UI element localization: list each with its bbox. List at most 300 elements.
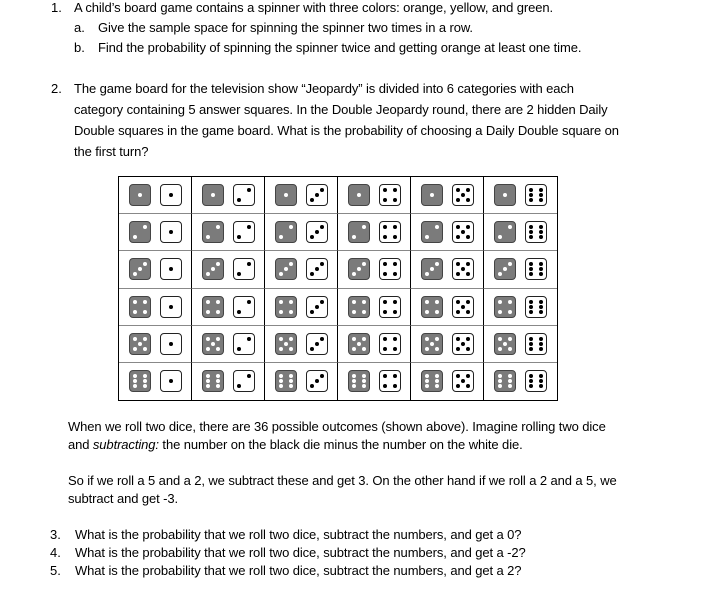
pip-icon <box>133 235 137 239</box>
white-die-6-icon <box>525 184 547 206</box>
pip-icon <box>279 347 283 351</box>
pip-icon <box>383 225 387 229</box>
pip-icon <box>169 305 173 309</box>
pip-icon <box>539 384 543 388</box>
pip-icon <box>529 300 533 304</box>
dice-outcome-cell <box>192 289 265 326</box>
pip-icon <box>425 384 429 388</box>
dice-outcome-cell <box>119 326 192 363</box>
white-die-6-icon <box>525 333 547 355</box>
paragraph2-line2: subtract and get -3. <box>68 491 179 506</box>
pip-icon <box>461 267 465 271</box>
pip-icon <box>143 262 147 266</box>
pip-icon <box>320 262 324 266</box>
white-die-5-icon <box>452 370 474 392</box>
pip-icon <box>289 225 293 229</box>
pip-icon <box>138 267 142 271</box>
pip-icon <box>352 374 356 378</box>
dice-outcome-cell <box>411 251 484 288</box>
pip-icon <box>529 188 533 192</box>
pip-icon <box>456 300 460 304</box>
pip-icon <box>362 337 366 341</box>
dice-outcome-cell <box>484 214 557 251</box>
white-die-2-icon <box>233 184 255 206</box>
dice-outcome-cell <box>265 177 338 214</box>
pip-icon <box>237 310 241 314</box>
pip-icon <box>362 374 366 378</box>
pip-icon <box>430 267 434 271</box>
pip-icon <box>206 379 210 383</box>
pip-icon <box>461 305 465 309</box>
pip-icon <box>247 262 251 266</box>
white-die-2-icon <box>233 296 255 318</box>
pip-icon <box>315 379 319 383</box>
pip-icon <box>435 310 439 314</box>
pip-icon <box>466 310 470 314</box>
pip-icon <box>508 374 512 378</box>
subtracting-emphasis: subtracting: <box>92 437 159 452</box>
q2-line: the first turn? <box>74 144 149 159</box>
white-die-1-icon <box>160 221 182 243</box>
black-die-6-icon <box>129 370 151 392</box>
pip-icon <box>169 342 173 346</box>
dice-outcome-cell <box>338 251 411 288</box>
pip-icon <box>310 235 314 239</box>
pip-icon <box>498 379 502 383</box>
pip-icon <box>529 310 533 314</box>
pip-icon <box>498 384 502 388</box>
pip-icon <box>383 188 387 192</box>
dice-outcome-cell <box>265 326 338 363</box>
dice-outcome-cell <box>119 289 192 326</box>
pip-icon <box>498 272 502 276</box>
pip-icon <box>216 347 220 351</box>
pip-icon <box>529 193 533 197</box>
pip-icon <box>352 384 356 388</box>
pip-icon <box>456 374 460 378</box>
pip-icon <box>393 347 397 351</box>
dice-outcome-cell <box>411 289 484 326</box>
pip-icon <box>133 384 137 388</box>
white-die-6-icon <box>525 221 547 243</box>
pip-icon <box>529 198 533 202</box>
q1a-text: Give the sample space for spinning the spinner two times in a row. <box>98 20 473 35</box>
q2-line: category containing 5 answer squares. In the Double Jeopardy round, there are 2 hidden Daily <box>74 102 608 117</box>
pip-icon <box>529 384 533 388</box>
pip-icon <box>315 267 319 271</box>
dice-outcome-cell <box>484 289 557 326</box>
white-die-5-icon <box>452 258 474 280</box>
black-die-6-icon <box>494 370 516 392</box>
black-die-6-icon <box>275 370 297 392</box>
pip-icon <box>456 337 460 341</box>
pip-icon <box>143 379 147 383</box>
pip-icon <box>362 262 366 266</box>
pip-icon <box>529 379 533 383</box>
dice-outcome-cell <box>338 214 411 251</box>
dice-outcome-cell <box>265 214 338 251</box>
white-die-3-icon <box>306 221 328 243</box>
paragraph1-line1: When we roll two dice, there are 36 possible outcomes (shown above). Imagine rolling two dice <box>68 419 606 434</box>
pip-icon <box>237 347 241 351</box>
pip-icon <box>279 384 283 388</box>
pip-icon <box>539 188 543 192</box>
black-die-2-icon <box>421 221 443 243</box>
q1-number: 1. <box>51 0 62 15</box>
pip-icon <box>216 374 220 378</box>
pip-icon <box>133 347 137 351</box>
pip-icon <box>247 374 251 378</box>
white-die-1-icon <box>160 370 182 392</box>
pip-icon <box>383 300 387 304</box>
q3-number: 3. <box>50 527 61 542</box>
pip-icon <box>320 337 324 341</box>
dice-outcome-cell <box>192 214 265 251</box>
pip-icon <box>466 272 470 276</box>
dice-outcome-cell <box>119 177 192 214</box>
q4-text: What is the probability that we roll two dice, subtract the numbers, and get a -2? <box>75 545 526 560</box>
white-die-4-icon <box>379 221 401 243</box>
pip-icon <box>383 198 387 202</box>
pip-icon <box>206 300 210 304</box>
white-die-2-icon <box>233 221 255 243</box>
pip-icon <box>430 342 434 346</box>
pip-icon <box>352 379 356 383</box>
pip-icon <box>247 300 251 304</box>
pip-icon <box>456 272 460 276</box>
pip-icon <box>216 337 220 341</box>
white-die-3-icon <box>306 333 328 355</box>
black-die-1-icon <box>275 184 297 206</box>
pip-icon <box>425 272 429 276</box>
pip-icon <box>456 262 460 266</box>
pip-icon <box>320 188 324 192</box>
pip-icon <box>247 337 251 341</box>
q2-line: The game board for the television show “Jeopardy” is divided into 6 categories with each <box>74 81 574 96</box>
pip-icon <box>383 374 387 378</box>
pip-icon <box>169 230 173 234</box>
pip-icon <box>216 310 220 314</box>
black-die-5-icon <box>129 333 151 355</box>
pip-icon <box>216 225 220 229</box>
dice-outcome-cell <box>338 363 411 400</box>
black-die-2-icon <box>348 221 370 243</box>
q2-line: Double squares in the game board. What is the probability of choosing a Daily Double square on <box>74 123 619 138</box>
pip-icon <box>466 262 470 266</box>
pip-icon <box>279 337 283 341</box>
white-die-6-icon <box>525 370 547 392</box>
dice-outcome-cell <box>411 363 484 400</box>
pip-icon <box>456 198 460 202</box>
pip-icon <box>289 300 293 304</box>
pip-icon <box>435 347 439 351</box>
dice-outcome-cell <box>338 289 411 326</box>
pip-icon <box>539 300 543 304</box>
pip-icon <box>539 272 543 276</box>
black-die-1-icon <box>494 184 516 206</box>
dice-outcome-cell <box>265 251 338 288</box>
pip-icon <box>352 272 356 276</box>
pip-icon <box>143 374 147 378</box>
pip-icon <box>143 384 147 388</box>
pip-icon <box>362 300 366 304</box>
white-die-2-icon <box>233 333 255 355</box>
black-die-3-icon <box>275 258 297 280</box>
pip-icon <box>456 225 460 229</box>
pip-icon <box>529 347 533 351</box>
pip-icon <box>237 198 241 202</box>
pip-icon <box>310 384 314 388</box>
pip-icon <box>529 235 533 239</box>
pip-icon <box>206 347 210 351</box>
white-die-5-icon <box>452 296 474 318</box>
pip-icon <box>289 374 293 378</box>
pip-icon <box>237 235 241 239</box>
white-die-1-icon <box>160 333 182 355</box>
q4-number: 4. <box>50 545 61 560</box>
pip-icon <box>456 347 460 351</box>
black-die-2-icon <box>494 221 516 243</box>
dice-outcome-cell <box>484 251 557 288</box>
dice-outcome-cell <box>192 363 265 400</box>
white-die-4-icon <box>379 184 401 206</box>
pip-icon <box>320 225 324 229</box>
pip-icon <box>133 300 137 304</box>
pip-icon <box>143 300 147 304</box>
q5-number: 5. <box>50 563 61 578</box>
pip-icon <box>315 193 319 197</box>
pip-icon <box>143 310 147 314</box>
pip-icon <box>206 272 210 276</box>
black-die-4-icon <box>275 296 297 318</box>
pip-icon <box>393 198 397 202</box>
pip-icon <box>310 347 314 351</box>
pip-icon <box>435 384 439 388</box>
pip-icon <box>466 384 470 388</box>
pip-icon <box>216 379 220 383</box>
pip-icon <box>362 225 366 229</box>
pip-icon <box>383 310 387 314</box>
pip-icon <box>362 310 366 314</box>
white-die-1-icon <box>160 296 182 318</box>
pip-icon <box>211 193 215 197</box>
pip-icon <box>393 374 397 378</box>
paragraph1-line2-start: and <box>68 437 93 452</box>
black-die-4-icon <box>421 296 443 318</box>
pip-icon <box>143 337 147 341</box>
q3-text: What is the probability that we roll two dice, subtract the numbers, and get a 0? <box>75 527 522 542</box>
pip-icon <box>383 384 387 388</box>
pip-icon <box>539 379 543 383</box>
pip-icon <box>133 272 137 276</box>
white-die-5-icon <box>452 184 474 206</box>
pip-icon <box>279 374 283 378</box>
pip-icon <box>503 267 507 271</box>
dice-outcome-cell <box>265 289 338 326</box>
pip-icon <box>357 193 361 197</box>
black-die-3-icon <box>421 258 443 280</box>
pip-icon <box>279 300 283 304</box>
pip-icon <box>289 379 293 383</box>
pip-icon <box>357 342 361 346</box>
pip-icon <box>498 300 502 304</box>
pip-icon <box>383 347 387 351</box>
pip-icon <box>383 337 387 341</box>
pip-icon <box>320 300 324 304</box>
black-die-1-icon <box>348 184 370 206</box>
pip-icon <box>508 262 512 266</box>
q1b-text: Find the probability of spinning the spinner twice and getting orange at least one time. <box>98 40 582 55</box>
pip-icon <box>206 235 210 239</box>
pip-icon <box>206 374 210 378</box>
black-die-2-icon <box>129 221 151 243</box>
pip-icon <box>503 342 507 346</box>
dice-outcome-cell <box>265 363 338 400</box>
pip-icon <box>279 310 283 314</box>
pip-icon <box>539 310 543 314</box>
pip-icon <box>352 337 356 341</box>
black-die-5-icon <box>202 333 224 355</box>
pip-icon <box>425 235 429 239</box>
dice-outcome-cell <box>411 177 484 214</box>
pip-icon <box>133 337 137 341</box>
pip-icon <box>435 225 439 229</box>
pip-icon <box>352 235 356 239</box>
black-die-5-icon <box>275 333 297 355</box>
black-die-1-icon <box>202 184 224 206</box>
pip-icon <box>503 193 507 197</box>
pip-icon <box>529 337 533 341</box>
dice-outcome-cell <box>411 326 484 363</box>
pip-icon <box>133 379 137 383</box>
pip-icon <box>466 337 470 341</box>
pip-icon <box>206 337 210 341</box>
white-die-6-icon <box>525 296 547 318</box>
white-die-4-icon <box>379 333 401 355</box>
pip-icon <box>430 193 434 197</box>
black-die-6-icon <box>421 370 443 392</box>
pip-icon <box>529 342 533 346</box>
pip-icon <box>133 310 137 314</box>
white-die-3-icon <box>306 296 328 318</box>
black-die-4-icon <box>348 296 370 318</box>
pip-icon <box>539 267 543 271</box>
pip-icon <box>237 272 241 276</box>
pip-icon <box>466 347 470 351</box>
pip-icon <box>383 272 387 276</box>
pip-icon <box>425 347 429 351</box>
dice-outcome-cell <box>119 214 192 251</box>
black-die-4-icon <box>494 296 516 318</box>
pip-icon <box>289 337 293 341</box>
dice-outcome-cell <box>484 177 557 214</box>
pip-icon <box>425 310 429 314</box>
black-die-4-icon <box>129 296 151 318</box>
pip-icon <box>247 188 251 192</box>
pip-icon <box>206 310 210 314</box>
pip-icon <box>466 225 470 229</box>
pip-icon <box>425 379 429 383</box>
pip-icon <box>456 235 460 239</box>
black-die-3-icon <box>494 258 516 280</box>
dice-outcome-cell <box>484 363 557 400</box>
pip-icon <box>508 384 512 388</box>
pip-icon <box>315 305 319 309</box>
pip-icon <box>461 342 465 346</box>
pip-icon <box>435 262 439 266</box>
dice-outcome-cell <box>192 177 265 214</box>
pip-icon <box>539 347 543 351</box>
pip-icon <box>393 272 397 276</box>
pip-icon <box>310 310 314 314</box>
pip-icon <box>539 198 543 202</box>
white-die-3-icon <box>306 370 328 392</box>
pip-icon <box>425 300 429 304</box>
white-die-2-icon <box>233 370 255 392</box>
pip-icon <box>247 225 251 229</box>
pip-icon <box>529 374 533 378</box>
dice-outcome-cell <box>192 251 265 288</box>
pip-icon <box>383 235 387 239</box>
white-die-5-icon <box>452 221 474 243</box>
pip-icon <box>143 347 147 351</box>
black-die-1-icon <box>129 184 151 206</box>
pip-icon <box>508 310 512 314</box>
dice-outcome-cell <box>338 326 411 363</box>
pip-icon <box>320 374 324 378</box>
paragraph2-line1: So if we roll a 5 and a 2, we subtract these and get 3. On the other hand if we roll a 2 and a 5, we <box>68 473 617 488</box>
pip-icon <box>393 384 397 388</box>
pip-icon <box>529 262 533 266</box>
white-die-5-icon <box>452 333 474 355</box>
pip-icon <box>435 300 439 304</box>
pip-icon <box>357 267 361 271</box>
pip-icon <box>133 374 137 378</box>
pip-icon <box>393 300 397 304</box>
pip-icon <box>529 272 533 276</box>
black-die-3-icon <box>202 258 224 280</box>
pip-icon <box>508 379 512 383</box>
pip-icon <box>279 235 283 239</box>
pip-icon <box>508 225 512 229</box>
pip-icon <box>237 384 241 388</box>
q1-text: A child’s board game contains a spinner with three colors: orange, yellow, and green. <box>74 0 554 15</box>
black-die-5-icon <box>348 333 370 355</box>
pip-icon <box>362 384 366 388</box>
dice-outcomes-grid <box>118 176 558 401</box>
pip-icon <box>466 235 470 239</box>
black-die-1-icon <box>421 184 443 206</box>
white-die-4-icon <box>379 258 401 280</box>
pip-icon <box>539 337 543 341</box>
black-die-4-icon <box>202 296 224 318</box>
pip-icon <box>211 267 215 271</box>
pip-icon <box>279 272 283 276</box>
pip-icon <box>466 374 470 378</box>
pip-icon <box>461 230 465 234</box>
pip-icon <box>466 300 470 304</box>
white-die-4-icon <box>379 370 401 392</box>
dice-outcome-cell <box>119 363 192 400</box>
pip-icon <box>289 310 293 314</box>
dice-outcome-cell <box>338 177 411 214</box>
black-die-2-icon <box>275 221 297 243</box>
pip-icon <box>425 337 429 341</box>
pip-icon <box>216 300 220 304</box>
white-die-4-icon <box>379 296 401 318</box>
pip-icon <box>216 262 220 266</box>
pip-icon <box>216 384 220 388</box>
